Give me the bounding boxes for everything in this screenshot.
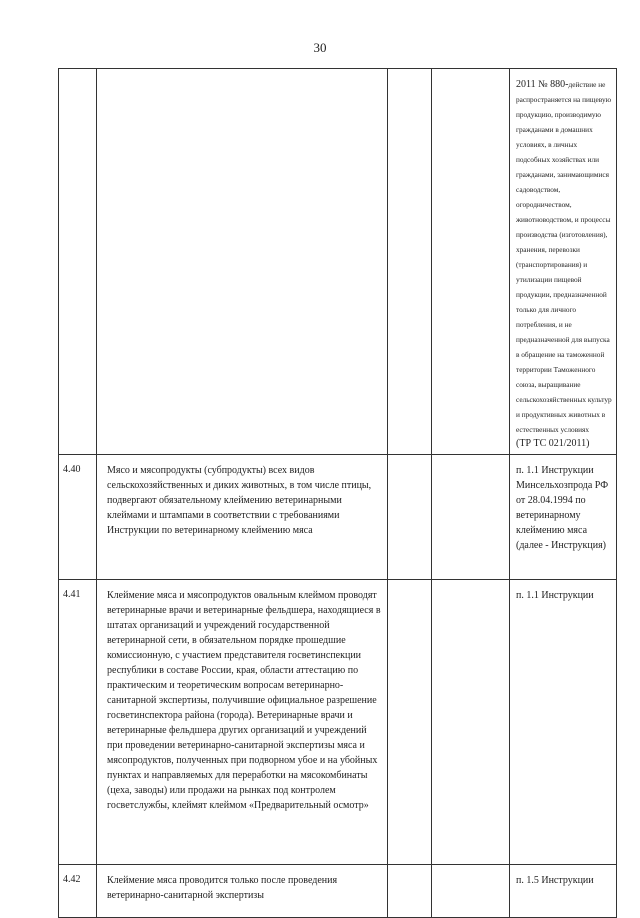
- row-number: 4.41: [59, 580, 97, 865]
- empty-cell: [388, 865, 432, 918]
- table-row: [59, 865, 617, 918]
- page-number: 30: [313, 40, 327, 55]
- requirement-text: Клеймение мяса и мясопродуктов овальным клеймом проводят ветеринарные врачи и ветеринарные фельдшера, находящиеся в штатах организаций и учреждений государственной ветеринарной сети, в обязательном порядке прошедшие комиссионную, с участием представителя госветинспекции республики в составе России, края, области аттестацию по практическим и теоретическим вопросам ветеринарно-санитарной экспертизы, получившие официальное разрешение госветинспектора района (города). Ветеринарные врачи и ветеринарные фельдшера других организаций и учреждений при проведении ветеринарно-санитарной экспертизы мяса и мясопродуктов, полученных при подворном убое и на убойных пунктах и направляемых для переработки на мясокомбинаты (цеха, заводы) или продажи на рынках под контролем госветслужбы, клеймят клеймом «Предварительный осмотр»: [97, 580, 388, 865]
- empty-cell: [432, 69, 510, 455]
- reference-cell: [510, 69, 617, 455]
- empty-cell: [432, 580, 510, 865]
- table-row: [59, 580, 617, 865]
- reference-text: п. 1.5 Инструкции: [510, 865, 617, 918]
- reference-text: действие не распространяется на пищевую продукцию, производимую гражданами в домашних условиях, в личных подсобных хозяйствах или гражданами, занимающимися садоводством, огородничеством, животноводством, и процессы производства (изготовления), хранения, перевозки (транспортирования) и утилизации пищевой продукции, предназначенной только для личного потребления, и не предназначенной для выпуска в обращение на таможенной территории Таможенного союза, выращивание сельскохозяйственных культур и продуктивных животных в естественных условиях: [516, 80, 612, 434]
- empty-cell: [388, 455, 432, 580]
- table-row: [59, 455, 617, 580]
- requirement-text: Мясо и мясопродукты (субпродукты) всех видов сельскохозяйственных и диких животных, в том числе птицы, подвергают обязательному клеймению ветеринарными клеймами и штампами в соответствии с требованиями Инструкции по ветеринарному клеймению мяса: [97, 455, 388, 580]
- row-number: 4.42: [59, 865, 97, 918]
- row-number: [59, 69, 97, 455]
- requirements-table: [58, 68, 617, 918]
- reference-tail: (ТР ТС 021/2011): [516, 438, 590, 449]
- requirement-text: Клеймение мяса проводится только после проведения ветеринарно-санитарной экспертизы: [97, 865, 388, 918]
- table-row: [59, 69, 617, 455]
- row-number: 4.40: [59, 455, 97, 580]
- empty-cell: [432, 455, 510, 580]
- empty-cell: [432, 865, 510, 918]
- requirement-text: [97, 69, 388, 455]
- reference-lead: 2011 № 880-: [516, 79, 569, 90]
- empty-cell: [388, 580, 432, 865]
- reference-text: п. 1.1 Инструкции: [510, 580, 617, 865]
- reference-text: п. 1.1 Инструкции Минсельхозпрода РФ от 28.04.1994 по ветеринарному клеймению мяса (далее - Инструкция): [510, 455, 617, 580]
- empty-cell: [388, 69, 432, 455]
